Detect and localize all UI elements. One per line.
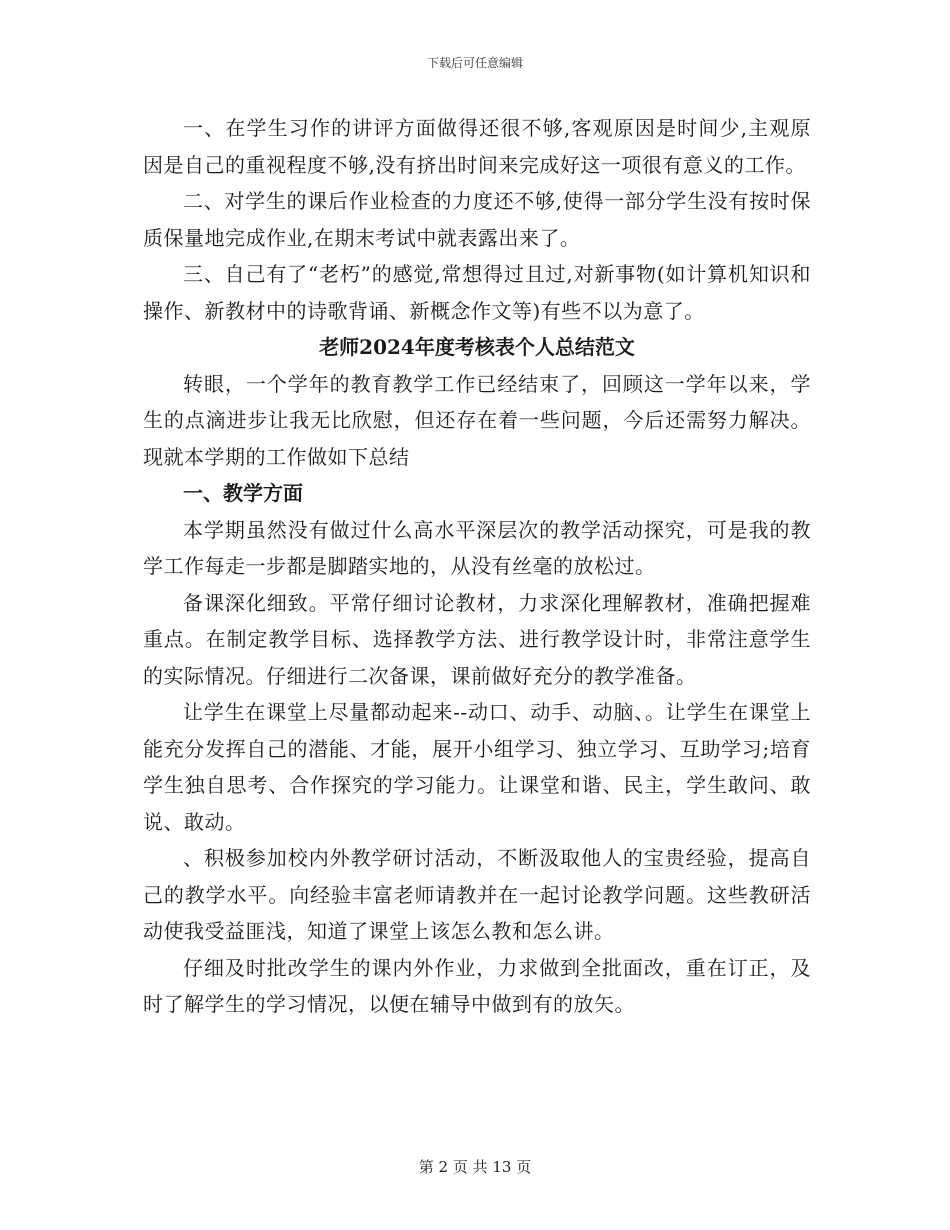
paragraph: 一、在学生习作的讲评方面做得还很不够,客观原因是时间少,主观原因是自己的重视程度不够,没有挤出时间来完成好这一项很有意义的工作。 [143, 116, 811, 177]
paragraph: 让学生在课堂上尽量都动起来--动口、动手、动脑、。让学生在课堂上能充分发挥自己的潜能、才能，展开小组学习、独立学习、互助学习;培育学生独自思考、合作探究的学习能力。让课堂和谐、民主，学生敢问、敢说、敢动。 [143, 700, 811, 834]
page-footer: 第 2 页 共 13 页 [418, 1158, 532, 1176]
paragraph: 仔细及时批改学生的课内外作业，力求做到全批面改，重在订正，及时了解学生的学习情况，以便在辅导中做到有的放矢。 [143, 955, 811, 1016]
paragraph: 三、自己有了“老朽”的感觉,常想得过且过,对新事物(如计算机知识和操作、新教材中的诗歌背诵、新概念作文等)有些不以为意了。 [143, 262, 811, 323]
paragraph: 备课深化细致。平常仔细讨论教材，力求深化理解教材，准确把握难重点。在制定教学目标、选择教学方法、进行教学设计时，非常注意学生的实际情况。仔细进行二次备课，课前做好充分的教学准备。 [143, 590, 811, 688]
document-title: 老师2024年度考核表个人总结范文 [319, 335, 635, 359]
page-header: 下载后可任意编辑 [426, 56, 523, 70]
paragraph: 、积极参加校内外教学研讨活动，不断汲取他人的宝贵经验，提高自己的教学水平。向经验丰富老师请教并在一起讨论教学问题。这些教研活动使我受益匪浅，知道了课堂上该怎么教和怎么讲。 [143, 846, 811, 943]
section-heading: 一、教学方面 [183, 481, 303, 505]
paragraph: 二、对学生的课后作业检查的力度还不够,使得一部分学生没有按时保质保量地完成作业,在期末考试中就表露出来了。 [143, 189, 811, 250]
intro-paragraph: 转眼，一个学年的教育教学工作已经结束了，回顾这一学年以来，学生的点滴进步让我无比欣慰，但还存在着一些问题，今后还需努力解决。现就本学期的工作做如下总结 [143, 371, 811, 469]
paragraph: 本学期虽然没有做过什么高水平深层次的教学活动探究，可是我的教学工作每走一步都是脚踏实地的，从没有丝毫的放松过。 [143, 517, 811, 578]
document-body [143, 110, 811, 1023]
